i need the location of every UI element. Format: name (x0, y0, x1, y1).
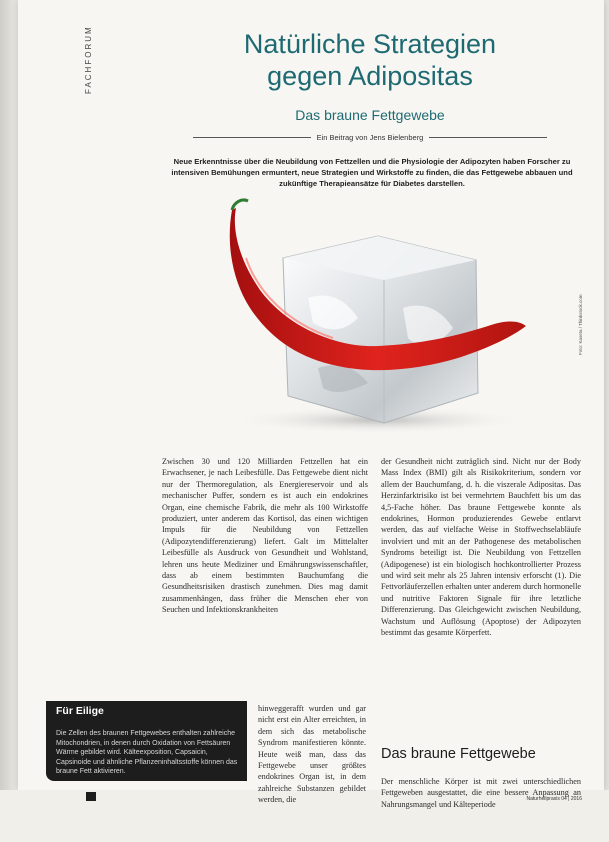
page-fold (0, 0, 18, 790)
summary-box (46, 701, 247, 781)
page-marker (86, 792, 96, 801)
chili-ice-cube-photo (188, 198, 568, 438)
summary-box-text: Die Zellen des braunen Fettgewebes enthalten zahlreiche Mitochondrien, in denen durch Oxidation von Fettsäuren Wärme gebildet wird. Kälteexposition, Capsaicin, Capsinoide und ähnliche Pflanzeninhaltsstoffe können das braune Fett aktivieren. (56, 730, 238, 776)
byline (160, 131, 580, 143)
body-column-1: Zwischen 30 und 120 Milliarden Fettzellen hat ein Erwachsener, je nach Leibesfülle. Das Fettgewebe dient nicht nur der Thermoregulation, als Energiereservoir und als mechanischer Puffer, sondern es ist auch ein endokrines Organ, eine chemische Fabrik, die mehr als 100 Wirkstoffe produziert, unter anderem das Kortisol, das einen wichtigen Impuls für die Neubildung von Fettzellen (Adipozytendifferenzierung) liefert. Galt im Mittelalter Leibesfülle als Ausdruck von Gesundheit und Wohlstand, lehren uns heute Mediziner und Ernährungswissenschaftler, dass ab einem bestimmten Bauchumfang die Gesundheitsrisiken drastisch zunehmen. Dies mag damit zusammenhängen, dass früher die Menschen eher von Seuchen und Infektionskrankheiten (162, 457, 368, 615)
body-column-2: der Gesundheit nicht zuträglich sind. Nicht nur der Body Mass Index (BMI) gilt als Risikokriterium, sondern vor allem der Bauchumfang, d. h. die viszerale Adipositas. Das Herzinfarktrisiko ist bei vermehrtem Bauchfett bis um das 4,5-Fache höher. Das braune Fettgewebe konnte als endokrines, Hormon produzierendes Gewebe entlarvt werden, das auf vielfache Weise in Stoffwechselabläufe involviert und mit an der Pathogenese des metabolischen Syndroms beteiligt ist. Die Neubildung von Fettzellen (Adipogenese) ist ein biologisch hochkontrollierter Prozess und wird seit mehr als 25 Jahren intensiv erforscht (1). Die Fettvorläuferzellen erhalten unter anderem durch hormonelle und nutritive Faktoren Signale für ihre letztliche Differenzierung. Das Gleichgewicht zwischen Neubildung, Wachstum und Auflösung (Apoptose) der Adipozyten bestimmt das gesamte Körperfett. (381, 457, 581, 638)
page-footer: Naturheilpraxis 04 | 2016 (526, 796, 582, 802)
article-subtitle: Das braune Fettgewebe (295, 107, 445, 123)
byline-rule-right (429, 137, 547, 138)
title-line-2: gegen Adipositas (267, 61, 473, 91)
summary-box-title: Für Eilige (56, 705, 104, 717)
section-heading: Das braune Fettgewebe (381, 746, 536, 762)
lead-paragraph: Neue Erkenntnisse über die Neubildung von Fettzellen und die Physiologie der Adipozyten haben Forscher zu intensiven Bemühungen ermuntert, neue Strategien und Wirkstoffe zu finden, die das Fettgewebe abbauen und zukünftige Therapieansätze für Diabetes darstellen. (171, 157, 573, 188)
photo-credit: Foto: Kaseta / Thinkstock.com (578, 294, 583, 355)
byline-text: Ein Beitrag von Jens Bielenberg (316, 132, 424, 142)
article-title (160, 28, 580, 92)
body-column-3: Der menschliche Körper ist mit zwei unterschiedlichen Fettgeweben ausgestattet, die eine bessere Anpassung an Nahrungsmangel und Kälteperiode (381, 777, 581, 809)
body-column-1-continued: hinweggerafft wurden und gar nicht erst ein Alter erreichten, in dem sich das metabolische Syndrom manifestieren könnte. Heute weiß man, dass das Fettgewebe unser größtes endokrines Organ ist, in dem zahlreiche Substanzen gebildet werden, die (258, 704, 366, 805)
section-label: FACHFORUM (84, 25, 93, 94)
byline-rule-left (193, 137, 311, 138)
title-line-1: Natürliche Strategien (243, 29, 497, 59)
